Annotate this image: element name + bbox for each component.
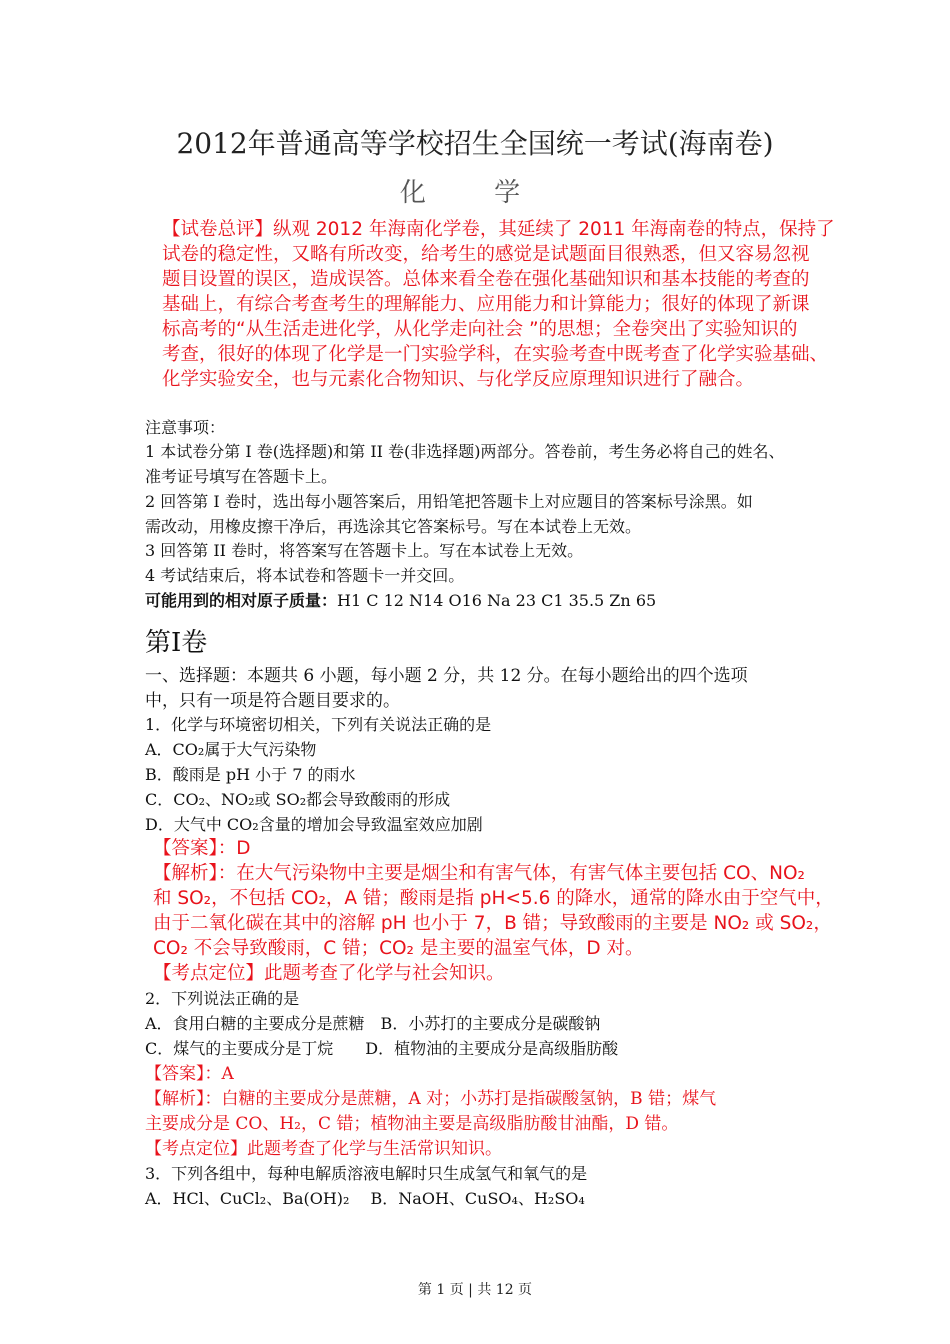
q1-analysis: 由于二氧化碳在其中的溶解 pH 也小于 7，B 错；导致酸雨的主要是 NO₂ 或 SO₂， [153, 913, 832, 934]
q1-point: 【考点定位】此题考查了化学与社会知识。 [153, 963, 505, 984]
section-heading: 第I卷 [145, 628, 208, 658]
exam-title: 2012年普通高等学校招生全国统一考试(海南卷) [176, 127, 774, 160]
q2-answer: 【答案】：A [145, 1064, 234, 1084]
summary-line: 题目设置的误区，造成误答。总体来看全卷在强化基础知识和基本技能的考查的 [162, 269, 810, 290]
q1-option: B．酸雨是 pH 小于 7 的雨水 [145, 765, 356, 784]
note-line: 1 本试卷分第 I 卷(选择题)和第 II 卷(非选择题)两部分。答卷前，考生务必将自己的姓名、 [145, 442, 785, 461]
note-line: 准考证号填写在答题卡上。 [145, 467, 338, 486]
q2-option: A．食用白糖的主要成分是蔗糖 B．小苏打的主要成分是碳酸钠 [145, 1014, 601, 1033]
note-line: 需改动，用橡皮擦干净后，再选涂其它答案标号。写在本试卷上无效。 [145, 517, 642, 536]
section-intro: 中，只有一项是符合题目要求的。 [145, 691, 400, 711]
q1-answer: 【答案】：D [153, 838, 251, 859]
page-footer: 第 1 页 | 共 12 页 [417, 1282, 533, 1298]
summary-line: 试卷的稳定性，又略有所改变，给考生的感觉是试题面目很熟悉，但又容易忽视 [162, 244, 810, 265]
q2-point: 【考点定位】此题考查了化学与生活常识知识。 [145, 1139, 502, 1159]
summary-line: 化学实验安全，也与元素化合物知识、与化学反应原理知识进行了融合。 [162, 369, 755, 390]
q2-analysis: 主要成分是 CO、H₂，C 错；植物油主要是高级脂肪酸甘油酯，D 错。 [145, 1114, 679, 1134]
summary-line: 基础上，有综合考查考生的理解能力、应用能力和计算能力；很好的体现了新课 [162, 294, 810, 315]
q3-option: A．HCl、CuCl₂、Ba(OH)₂ B．NaOH、CuSO₄、H₂SO₄ [145, 1189, 585, 1208]
notes-title: 注意事项： [145, 418, 226, 437]
q1-stem: 1．化学与环境密切相关，下列有关说法正确的是 [145, 715, 492, 734]
atomic-mass-line [145, 590, 656, 612]
q3-stem: 3．下列各组中，每种电解质溶液电解时只生成氢气和氧气的是 [145, 1164, 588, 1183]
q1-analysis: CO₂ 不会导致酸雨，C 错；CO₂ 是主要的温室气体，D 对。 [153, 938, 644, 959]
q2-analysis: 【解析】：白糖的主要成分是蔗糖，A 对；小苏打是指碳酸氢钠，B 错；煤气 [145, 1089, 717, 1109]
q1-analysis: 和 SO₂，不包括 CO₂，A 错；酸雨是指 pH<5.6 的降水，通常的降水由于空气中， [153, 888, 834, 909]
q1-analysis: 【解析】：在大气污染物中主要是烟尘和有害气体，有害气体主要包括 CO、NO₂ [153, 863, 805, 884]
atomic-mass-values: H1 C 12 N14 O16 Na 23 C1 35.5 Zn 65 [337, 591, 657, 610]
q1-option: D．大气中 CO₂含量的增加会导致温室效应加剧 [145, 815, 483, 834]
note-line: 3 回答第 II 卷时，将答案写在答题卡上。写在本试卷上无效。 [145, 541, 584, 560]
q1-option: A．CO₂属于大气污染物 [145, 740, 317, 759]
summary-line: 考查，很好的体现了化学是一门实验学科，在实验考查中既考查了化学实验基础、 [162, 344, 829, 365]
q2-option: C．煤气的主要成分是丁烷 D．植物油的主要成分是高级脂肪酸 [145, 1039, 619, 1058]
q2-stem: 2．下列说法正确的是 [145, 989, 300, 1008]
section-intro: 一、选择题：本题共 6 小题，每小题 2 分，共 12 分。在每小题给出的四个选项 [145, 666, 748, 686]
q1-option: C．CO₂、NO₂或 SO₂都会导致酸雨的形成 [145, 790, 451, 809]
subject-title: 化 学 [399, 178, 551, 208]
summary-line: 【试卷总评】纵观 2012 年海南化学卷，其延续了 2011 年海南卷的特点，保持了 [162, 219, 835, 240]
note-line: 4 考试结束后，将本试卷和答题卡一并交回。 [145, 566, 465, 585]
note-line: 2 回答第 I 卷时，选出每小题答案后，用铅笔把答题卡上对应题目的答案标号涂黑。如 [145, 492, 753, 511]
summary-line: 标高考的“从生活走进化学，从化学走向社会 ”的思想；全卷突出了实验知识的 [162, 319, 798, 340]
atomic-mass-label: 可能用到的相对原子质量： [145, 591, 338, 610]
